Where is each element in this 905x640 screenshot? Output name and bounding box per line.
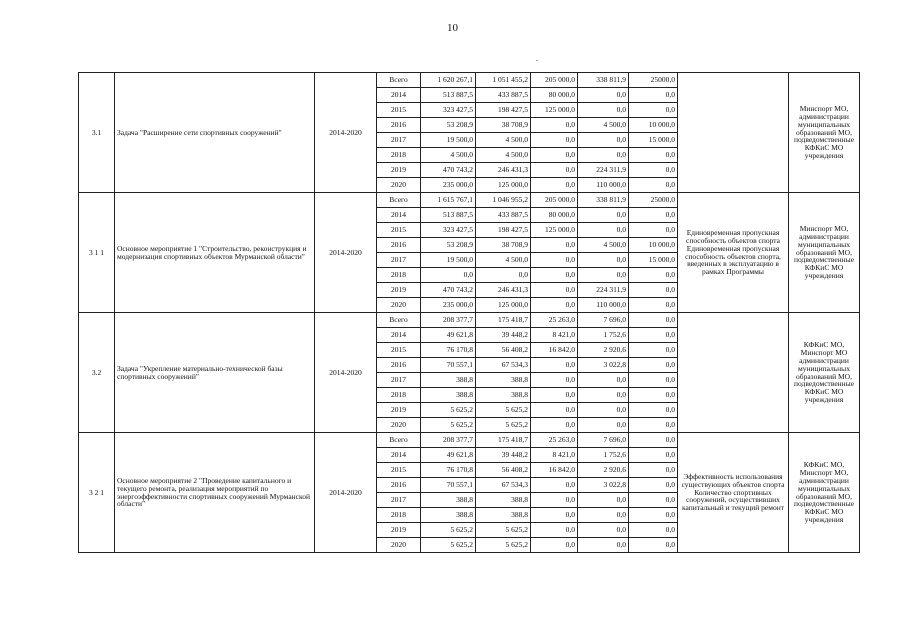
year-cell: 2017 [377, 493, 421, 508]
year-cell: 2020 [377, 418, 421, 433]
amount-cell: 0,0 [629, 388, 678, 403]
amount-cell: 0,0 [629, 433, 678, 448]
amount-cell: 0,0 [578, 403, 629, 418]
amount-cell: 4 500,0 [421, 148, 476, 163]
section-name: Основное мероприятие 1 "Строительство, реконструкция и модернизация спортивных объектов Мурманской области" [115, 193, 315, 313]
amount-cell: 5 625,2 [476, 538, 531, 553]
year-cell: 2016 [377, 238, 421, 253]
amount-cell: 7 696,0 [578, 313, 629, 328]
amount-cell: 433 887,5 [476, 88, 531, 103]
year-cell: 2016 [377, 358, 421, 373]
amount-cell: 0,0 [578, 88, 629, 103]
year-cell: 2017 [377, 373, 421, 388]
amount-cell: 0,0 [629, 493, 678, 508]
amount-cell: 0,0 [578, 373, 629, 388]
year-cell: 2016 [377, 478, 421, 493]
year-cell: 2015 [377, 223, 421, 238]
year-cell: 2015 [377, 343, 421, 358]
amount-cell: 470 743,2 [421, 163, 476, 178]
stray-dot: . [536, 54, 538, 63]
section-code: 3.2 [79, 313, 115, 433]
amount-cell: 25000,0 [629, 193, 678, 208]
amount-cell: 0,0 [629, 148, 678, 163]
section-indicator: Единовременная пропускная способность объектов спорта Единовременная пропускная способность объектов спорта, введенных в эксплуатацию в рамках Программы [678, 193, 789, 313]
amount-cell: 388,8 [421, 508, 476, 523]
year-cell: 2018 [377, 148, 421, 163]
amount-cell: 1 615 767,1 [421, 193, 476, 208]
amount-cell: 38 708,9 [476, 118, 531, 133]
amount-cell: 0,0 [531, 268, 578, 283]
amount-cell: 0,0 [531, 118, 578, 133]
amount-cell: 388,8 [421, 388, 476, 403]
amount-cell: 205 000,0 [531, 73, 578, 88]
amount-cell: 3 022,8 [578, 358, 629, 373]
amount-cell: 0,0 [531, 478, 578, 493]
amount-cell: 80 000,0 [531, 88, 578, 103]
table-row [79, 73, 860, 88]
year-cell: 2016 [377, 118, 421, 133]
amount-cell: 470 743,2 [421, 283, 476, 298]
amount-cell: 110 000,0 [578, 298, 629, 313]
year-cell: 2014 [377, 208, 421, 223]
amount-cell: 0,0 [629, 208, 678, 223]
amount-cell: 513 887,5 [421, 208, 476, 223]
section-executor: Минспорт МО, администрации муниципальных образований МО, подведомственные КФКиС МО учреждения [789, 193, 860, 313]
amount-cell: 246 431,3 [476, 283, 531, 298]
amount-cell: 49 621,8 [421, 448, 476, 463]
amount-cell: 0,0 [578, 253, 629, 268]
amount-cell: 323 427,5 [421, 103, 476, 118]
amount-cell: 5 625,2 [476, 403, 531, 418]
amount-cell: 0,0 [629, 88, 678, 103]
year-cell: 2014 [377, 328, 421, 343]
year-cell: 2018 [377, 388, 421, 403]
amount-cell: 67 534,3 [476, 478, 531, 493]
section-executor: Минспорт МО, администрации муниципальных образований МО, подведомственные КФКиС МО учреждения [789, 73, 860, 193]
year-cell: 2015 [377, 463, 421, 478]
amount-cell: 224 311,9 [578, 163, 629, 178]
amount-cell: 0,0 [578, 103, 629, 118]
section-code: 3 2 1 [79, 433, 115, 553]
table-row [79, 433, 860, 448]
amount-cell: 388,8 [476, 508, 531, 523]
amount-cell: 0,0 [629, 463, 678, 478]
amount-cell: 0,0 [629, 163, 678, 178]
amount-cell: 5 625,2 [476, 418, 531, 433]
amount-cell: 205 000,0 [531, 193, 578, 208]
amount-cell: 0,0 [629, 283, 678, 298]
amount-cell: 0,0 [531, 298, 578, 313]
amount-cell: 0,0 [531, 403, 578, 418]
year-cell: Всего [377, 313, 421, 328]
amount-cell: 0,0 [629, 103, 678, 118]
amount-cell: 0,0 [629, 448, 678, 463]
amount-cell: 8 421,0 [531, 448, 578, 463]
amount-cell: 76 170,8 [421, 463, 476, 478]
year-cell: 2019 [377, 403, 421, 418]
amount-cell: 7 696,0 [578, 433, 629, 448]
amount-cell: 0,0 [629, 298, 678, 313]
amount-cell: 4 500,0 [578, 118, 629, 133]
amount-cell: 338 811,9 [578, 73, 629, 88]
amount-cell: 175 418,7 [476, 433, 531, 448]
amount-cell: 0,0 [629, 538, 678, 553]
amount-cell: 0,0 [476, 268, 531, 283]
amount-cell: 0,0 [578, 493, 629, 508]
year-cell: 2015 [377, 103, 421, 118]
year-cell: 2019 [377, 163, 421, 178]
section-period: 2014-2020 [315, 73, 377, 193]
amount-cell: 125 000,0 [531, 103, 578, 118]
amount-cell: 0,0 [531, 253, 578, 268]
table-row [79, 193, 860, 208]
amount-cell: 0,0 [531, 178, 578, 193]
amount-cell: 0,0 [629, 523, 678, 538]
table-row [79, 313, 860, 328]
amount-cell: 208 377,7 [421, 313, 476, 328]
year-cell: 2018 [377, 508, 421, 523]
section-period: 2014-2020 [315, 313, 377, 433]
amount-cell: 5 625,2 [421, 418, 476, 433]
amount-cell: 388,8 [421, 373, 476, 388]
amount-cell: 0,0 [578, 508, 629, 523]
page-number: 10 [447, 22, 458, 34]
amount-cell: 5 625,2 [421, 538, 476, 553]
amount-cell: 0,0 [629, 313, 678, 328]
amount-cell: 5 625,2 [476, 523, 531, 538]
amount-cell: 208 377,7 [421, 433, 476, 448]
amount-cell: 125 000,0 [531, 223, 578, 238]
amount-cell: 70 557,1 [421, 478, 476, 493]
amount-cell: 1 752,6 [578, 448, 629, 463]
section-period: 2014-2020 [315, 433, 377, 553]
year-cell: 2017 [377, 133, 421, 148]
amount-cell: 39 448,2 [476, 448, 531, 463]
amount-cell: 2 920,6 [578, 343, 629, 358]
amount-cell: 110 000,0 [578, 178, 629, 193]
amount-cell: 0,0 [629, 343, 678, 358]
amount-cell: 0,0 [531, 388, 578, 403]
amount-cell: 16 842,0 [531, 463, 578, 478]
amount-cell: 49 621,8 [421, 328, 476, 343]
amount-cell: 0,0 [421, 268, 476, 283]
amount-cell: 1 620 267,1 [421, 73, 476, 88]
amount-cell: 0,0 [531, 283, 578, 298]
amount-cell: 0,0 [629, 478, 678, 493]
amount-cell: 0,0 [629, 328, 678, 343]
amount-cell: 198 427,5 [476, 223, 531, 238]
amount-cell: 0,0 [578, 208, 629, 223]
amount-cell: 388,8 [476, 373, 531, 388]
amount-cell: 0,0 [531, 148, 578, 163]
year-cell: 2020 [377, 178, 421, 193]
amount-cell: 0,0 [578, 523, 629, 538]
section-executor: КФКиС МО, Минспорт МО администрации муниципальных образований МО, подведомственные КФКиС МО учреждения [789, 313, 860, 433]
section-period: 2014-2020 [315, 193, 377, 313]
amount-cell: 5 625,2 [421, 523, 476, 538]
year-cell: Всего [377, 193, 421, 208]
amount-cell: 4 500,0 [476, 148, 531, 163]
amount-cell: 53 208,9 [421, 238, 476, 253]
amount-cell: 338 811,9 [578, 193, 629, 208]
amount-cell: 0,0 [578, 388, 629, 403]
amount-cell: 15 000,0 [629, 253, 678, 268]
amount-cell: 8 421,0 [531, 328, 578, 343]
amount-cell: 0,0 [629, 223, 678, 238]
program-table-body [79, 73, 860, 553]
amount-cell: 0,0 [629, 403, 678, 418]
amount-cell: 67 534,3 [476, 358, 531, 373]
amount-cell: 125 000,0 [476, 178, 531, 193]
amount-cell: 16 842,0 [531, 343, 578, 358]
amount-cell: 39 448,2 [476, 328, 531, 343]
year-cell: 2019 [377, 523, 421, 538]
program-table [78, 72, 860, 553]
amount-cell: 0,0 [578, 538, 629, 553]
amount-cell: 4 500,0 [578, 238, 629, 253]
amount-cell: 38 708,9 [476, 238, 531, 253]
year-cell: 2017 [377, 253, 421, 268]
amount-cell: 0,0 [531, 238, 578, 253]
amount-cell: 433 887,5 [476, 208, 531, 223]
amount-cell: 0,0 [629, 418, 678, 433]
amount-cell: 56 408,2 [476, 463, 531, 478]
amount-cell: 388,8 [476, 388, 531, 403]
amount-cell: 513 887,5 [421, 88, 476, 103]
section-code: 3 1 1 [79, 193, 115, 313]
amount-cell: 198 427,5 [476, 103, 531, 118]
amount-cell: 2 920,6 [578, 463, 629, 478]
amount-cell: 4 500,0 [476, 253, 531, 268]
amount-cell: 388,8 [421, 493, 476, 508]
amount-cell: 0,0 [531, 523, 578, 538]
amount-cell: 0,0 [578, 418, 629, 433]
amount-cell: 1 051 455,2 [476, 73, 531, 88]
section-name: Основное мероприятие 2 "Проведение капитального и текущего ремонта, реализация мероприятий по энергоэффективности спортивных сооружений Мурманской области" [115, 433, 315, 553]
section-indicator [678, 73, 789, 193]
amount-cell: 0,0 [531, 418, 578, 433]
amount-cell: 0,0 [531, 373, 578, 388]
amount-cell: 0,0 [531, 538, 578, 553]
year-cell: 2018 [377, 268, 421, 283]
amount-cell: 0,0 [629, 358, 678, 373]
amount-cell: 53 208,9 [421, 118, 476, 133]
amount-cell: 0,0 [578, 268, 629, 283]
amount-cell: 15 000,0 [629, 133, 678, 148]
amount-cell: 0,0 [578, 148, 629, 163]
amount-cell: 235 000,0 [421, 178, 476, 193]
section-name: Задача "Укрепление материально-технической базы спортивных сооружений" [115, 313, 315, 433]
amount-cell: 76 170,8 [421, 343, 476, 358]
amount-cell: 0,0 [578, 133, 629, 148]
section-executor: КФКиС МО, Минспорт МО, администрации муниципальных образований МО, подведомственные КФКиС МО учреждения [789, 433, 860, 553]
amount-cell: 246 431,3 [476, 163, 531, 178]
year-cell: 2014 [377, 88, 421, 103]
year-cell: 2020 [377, 298, 421, 313]
amount-cell: 388,8 [476, 493, 531, 508]
amount-cell: 323 427,5 [421, 223, 476, 238]
amount-cell: 4 500,0 [476, 133, 531, 148]
amount-cell: 3 022,8 [578, 478, 629, 493]
year-cell: Всего [377, 433, 421, 448]
amount-cell: 5 625,2 [421, 403, 476, 418]
section-name: Задача "Расширение сети спортивных сооружений" [115, 73, 315, 193]
amount-cell: 25 263,0 [531, 433, 578, 448]
amount-cell: 0,0 [629, 178, 678, 193]
amount-cell: 19 500,0 [421, 133, 476, 148]
amount-cell: 0,0 [578, 223, 629, 238]
amount-cell: 0,0 [531, 163, 578, 178]
year-cell: 2019 [377, 283, 421, 298]
amount-cell: 10 000,0 [629, 238, 678, 253]
amount-cell: 175 418,7 [476, 313, 531, 328]
year-cell: Всего [377, 73, 421, 88]
amount-cell: 0,0 [531, 358, 578, 373]
amount-cell: 70 557,1 [421, 358, 476, 373]
year-cell: 2020 [377, 538, 421, 553]
amount-cell: 0,0 [531, 493, 578, 508]
year-cell: 2014 [377, 448, 421, 463]
amount-cell: 1 046 955,2 [476, 193, 531, 208]
amount-cell: 0,0 [629, 268, 678, 283]
amount-cell: 25 263,0 [531, 313, 578, 328]
amount-cell: 19 500,0 [421, 253, 476, 268]
section-indicator: Эффективность использования существующих объектов спорта Количество спортивных сооружений, осуществивших капитальный и текущий ремонт [678, 433, 789, 553]
amount-cell: 0,0 [629, 508, 678, 523]
amount-cell: 0,0 [629, 373, 678, 388]
amount-cell: 10 000,0 [629, 118, 678, 133]
amount-cell: 0,0 [531, 508, 578, 523]
amount-cell: 1 752,6 [578, 328, 629, 343]
amount-cell: 0,0 [531, 133, 578, 148]
amount-cell: 56 408,2 [476, 343, 531, 358]
amount-cell: 235 000,0 [421, 298, 476, 313]
amount-cell: 25000,0 [629, 73, 678, 88]
amount-cell: 80 000,0 [531, 208, 578, 223]
section-code: 3.1 [79, 73, 115, 193]
amount-cell: 224 311,9 [578, 283, 629, 298]
section-indicator [678, 313, 789, 433]
amount-cell: 125 000,0 [476, 298, 531, 313]
